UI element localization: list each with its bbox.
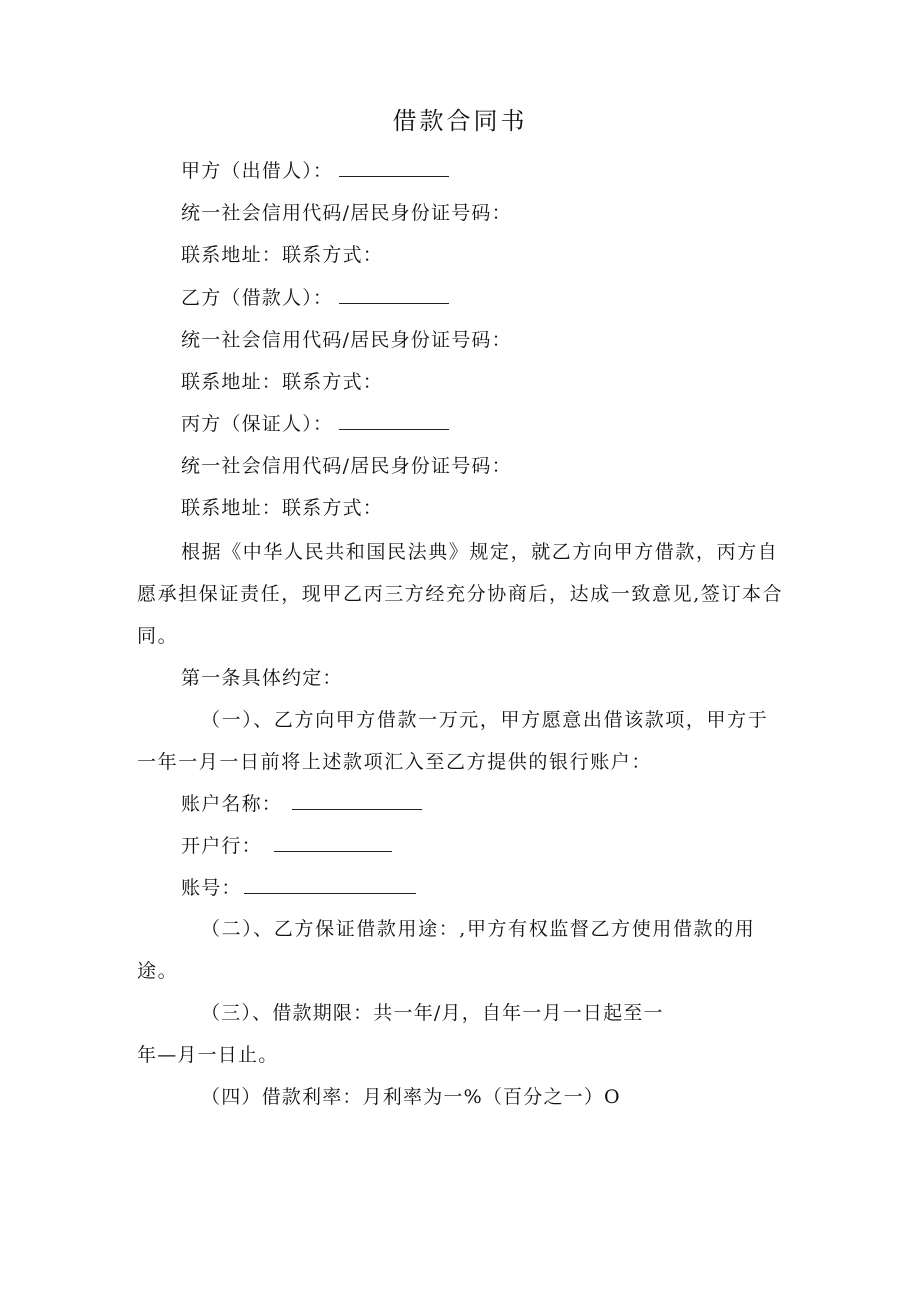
preamble-paragraph: 根据《中华人民共和国民法典》规定，就乙方向甲方借款，丙方自愿承担保证责任，现甲乙丙三方经充分协商后，达成一致意见,签订本合同。 xyxy=(137,541,784,647)
clause-3-line-1: （三）、借款期限：共一年/月，自年一月一日起至一 xyxy=(201,1002,664,1024)
party-c-label: 丙方（保证人）： xyxy=(181,413,334,435)
account-name-blank xyxy=(292,791,422,810)
party-b-row xyxy=(181,285,449,311)
party-b-label: 乙方（借款人）： xyxy=(181,287,334,309)
account-no-label: 账号： xyxy=(181,877,242,899)
party-a-label: 甲方（出借人）： xyxy=(181,160,334,182)
party-a-contact-line: 联系地址：联系方式： xyxy=(181,244,384,266)
party-b-blank xyxy=(339,285,449,304)
party-a-row xyxy=(181,158,449,184)
account-no-blank xyxy=(244,875,416,894)
clause-4-line: （四）借款利率：月利率为一%（百分之一）O xyxy=(201,1086,621,1108)
bank-row xyxy=(181,833,392,859)
article-1-heading: 第一条具体约定： xyxy=(181,667,343,689)
account-name-label: 账户名称： xyxy=(181,793,283,815)
clause-3-line-2: 年—月一日止。 xyxy=(137,1044,279,1066)
account-no-row xyxy=(181,875,416,901)
party-a-blank xyxy=(339,158,449,177)
party-b-id-line: 统一社会信用代码/居民身份证号码： xyxy=(181,329,512,351)
party-c-row xyxy=(181,411,449,437)
bank-blank xyxy=(274,833,392,852)
party-a-id-line: 统一社会信用代码/居民身份证号码： xyxy=(181,202,512,224)
party-c-contact-line: 联系地址：联系方式： xyxy=(181,497,384,519)
bank-label: 开户行： xyxy=(181,835,262,857)
party-b-contact-line: 联系地址：联系方式： xyxy=(181,371,384,393)
party-c-id-line: 统一社会信用代码/居民身份证号码： xyxy=(181,455,512,477)
document-title: 借款合同书 xyxy=(392,107,528,135)
account-name-row xyxy=(181,791,422,817)
party-c-blank xyxy=(339,411,449,430)
clause-1-paragraph: （一）、乙方向甲方借款一万元，甲方愿意出借该款项，甲方于一年一月一日前将上述款项汇入至乙方提供的银行账户： xyxy=(137,709,769,773)
clause-2-paragraph: （二）、乙方保证借款用途：,甲方有权监督乙方使用借款的用途。 xyxy=(137,918,756,982)
